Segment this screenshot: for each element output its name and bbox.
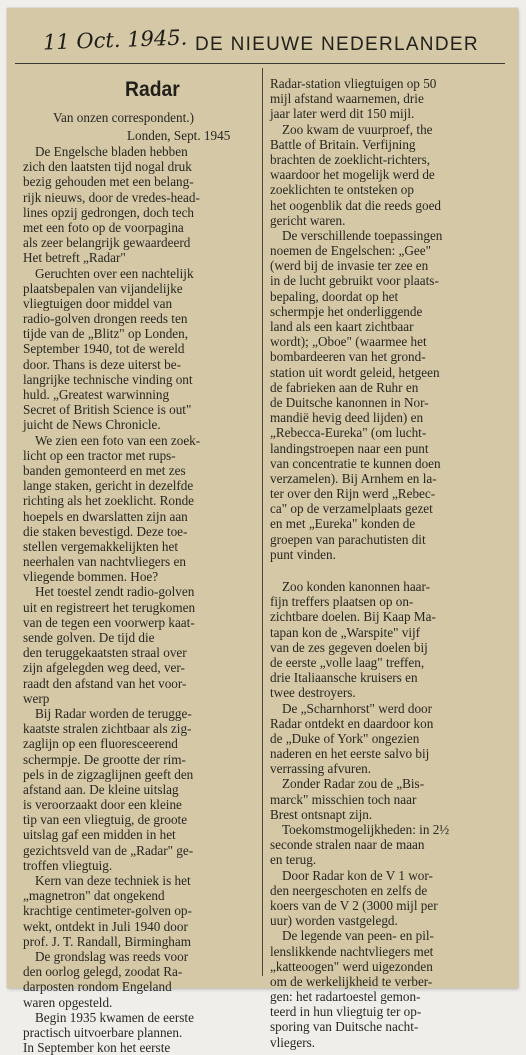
text-line: twee destroyers. — [270, 685, 356, 701]
text-line: practisch uitvoerbare plannen. — [23, 1024, 183, 1040]
text-line: Door Radar kon de V 1 wor- — [282, 867, 433, 883]
text-line: koers van de V 2 (3000 mijl per — [270, 897, 438, 913]
text-line: plaatsbepalen van vijandelijke — [23, 280, 183, 296]
text-line: vliegers. — [270, 1034, 316, 1050]
text-line: waren opgesteld. — [23, 994, 113, 1010]
column-divider — [262, 68, 263, 976]
text-line: waardoor het mogelijk werd de — [270, 167, 435, 183]
text-line: zaglijn op een fluoresceerend — [23, 736, 178, 752]
text-line: brachten de zoeklicht-richters, — [270, 151, 431, 167]
text-line: sporing van Duitsche nacht- — [270, 1019, 419, 1035]
text-line: De verschillende toepassingen — [282, 227, 443, 243]
text-line: wekt, ontdekt in Juli 1940 door — [23, 918, 188, 934]
text-line: zijn afgelegden weg deed, ver- — [23, 660, 185, 676]
text-line: seconde stralen naar de maan — [270, 837, 425, 853]
text-line: troffen vliegtuig. — [23, 857, 113, 873]
text-line: darposten rondom Engeland — [23, 979, 172, 995]
text-line: banden gemonteerd en met zes — [23, 462, 186, 478]
text-line: teerd in hun vliegtuig ter op- — [270, 1004, 422, 1020]
text-line: bepaling, doordat op het — [270, 288, 399, 304]
text-line: jaar later werd dit 150 mijl. — [270, 106, 415, 122]
text-line: wordt); „Oboe" (waarmee het — [270, 334, 427, 350]
text-line: afstand aan. De kleine uitslag — [23, 781, 179, 797]
text-line: drie Italiaansche kruisers en — [270, 670, 418, 686]
text-line: sende golven. De tijd die — [23, 630, 155, 645]
text-line: richting als het zoeklicht. Ronde — [23, 493, 195, 509]
text-line: bombardeeren van het grond- — [270, 349, 426, 365]
text-line: het oogenblik dat die reeds goed — [270, 197, 442, 213]
text-line: noemen de Engelschen: „Gee" — [270, 243, 431, 259]
text-line: groepen van parachutisten dit — [270, 531, 426, 547]
text-line: vliegende bommen. Hoe? — [23, 569, 159, 585]
text-line: zichtbare doelen. Bij Kaap Ma- — [270, 609, 436, 625]
text-line: schermpje. De grootte der rim- — [23, 751, 186, 767]
text-line: lines opzij gedrongen, doch tech — [23, 204, 195, 220]
text-line: De legende van peen- en pil- — [282, 928, 434, 944]
text-line: In September kon het eerste — [23, 1040, 171, 1055]
text-line: punt vinden. — [270, 546, 336, 562]
text-line: prof. J. T. Randall, Birmingham — [23, 933, 191, 949]
text-line: van concentratie te kunnen doen — [270, 455, 441, 471]
right-column — [270, 76, 510, 1050]
text-line: van de tegen een voorwerp kaat- — [23, 614, 195, 630]
text-line: mijl afstand waarnemen, drie — [270, 91, 424, 107]
dateline: Londen, Sept. 1945 — [127, 128, 231, 143]
text-line: werp — [23, 690, 50, 706]
text-line: verrassing afvuren. — [270, 761, 372, 777]
text-line: gericht waren. — [270, 212, 346, 228]
text-line: station uit wordt geleid, hetgeen — [270, 364, 440, 380]
text-line: radio-golven drongen reeds ten — [23, 311, 188, 327]
text-line: Zoo konden kanonnen haar- — [282, 579, 431, 594]
text-line: lenslikkende nachtvliegers met — [270, 943, 434, 959]
text-line: de Duitsche kanonnen in Nor- — [270, 394, 429, 410]
text-line: uitslag gaf een midden in het — [23, 827, 176, 843]
text-line: de „Duke of York" ongezien — [270, 730, 420, 746]
text-line: ca" op de verzamelplaats gezet — [270, 501, 433, 517]
text-line: gezichtsveld van de „Radar" ge- — [23, 842, 194, 858]
text-line: marck" misschien toch naar — [270, 791, 417, 807]
text-line: land als een kaart zichtbaar — [270, 319, 414, 334]
masthead — [7, 8, 518, 58]
text-line: in de lucht gebruikt voor plaats- — [270, 273, 439, 289]
text-line: Het betreft „Radar" — [23, 250, 126, 266]
text-line: die staken bevestigd. Deze toe- — [23, 523, 188, 539]
text-line: licht op een tractor met rups- — [23, 447, 176, 463]
text-line: zoeklichten te ontsteken op — [270, 182, 414, 198]
text-line: tapan kon de „Warspite" vijf — [270, 624, 421, 640]
text-line: Begin 1935 kwamen de eerste — [35, 1009, 194, 1025]
text-line: September 1940, tot de wereld — [23, 341, 185, 357]
text-line: gen: het radartoestel gemon- — [270, 989, 421, 1005]
text-line: De „Scharnhorst" werd door — [282, 700, 433, 716]
text-line: om de werkelijkheid te verber- — [270, 973, 433, 989]
text-line: De Engelsche bladen hebben — [35, 144, 188, 159]
text-line: vliegtuigen door middel van — [23, 295, 173, 311]
text-line: is veroorzaakt door een kleine — [23, 797, 182, 813]
text-line: hoepels en dwarslatten zijn aan — [23, 508, 188, 524]
byline: Van onzen correspondent.) — [53, 110, 194, 125]
text-line: lange staken, gericht in dezelfde — [23, 478, 194, 494]
text-line: van de zes gegeven doelen bij — [270, 639, 428, 655]
text-line: den oorlog gelegd, zoodat Ra- — [23, 964, 183, 980]
text-line: door. Thans is deze uiterst be- — [23, 356, 181, 372]
text-line: de fabrieken aan de Ruhr en — [270, 379, 419, 395]
text-line: Zoo kwam de vuurproef, the — [282, 121, 433, 137]
text-line: Secret of British Science is out" — [23, 402, 192, 418]
text-line: den neergeschoten en zelfs de — [270, 882, 428, 898]
text-line: Geruchten over een nachtelijk — [35, 265, 194, 281]
text-line: pels in de zigzaglijnen geeft den — [23, 766, 194, 782]
text-line: zich den laatsten tijd nogal druk — [23, 159, 192, 175]
text-line: Brest ontsnapt zijn. — [270, 806, 373, 822]
text-line: mandië hevig deed lijden) en — [270, 410, 424, 426]
text-line: en terug. — [270, 852, 317, 868]
text-line: landingstroepen naar een punt — [270, 440, 429, 456]
text-line: als zeer belangrijk gewaardeerd — [23, 235, 191, 251]
text-line: den teruggekaatsten straal over — [23, 645, 187, 661]
text-line: „magnetron" dat ongekend — [23, 888, 165, 904]
text-line: (werd bij de invasie ter zee en — [270, 258, 429, 274]
text-line: de eerste „volle laag" treffen, — [270, 654, 425, 670]
text-line: De grondslag was reeds voor — [35, 948, 189, 964]
text-line: en met „Eureka" konden de — [270, 516, 416, 532]
text-line: Het toestel zendt radio-golven — [35, 584, 195, 600]
text-line: bezig gehouden met een belang- — [23, 174, 194, 190]
newspaper-clipping — [7, 8, 518, 1055]
text-line: tip van een vliegtuig, de groote — [23, 812, 188, 828]
text-line: „katteoogen" werd uigezonden — [270, 958, 433, 974]
text-line: naderen en het eerste salvo bij — [270, 746, 430, 762]
text-line: tijde van de „Blitz" op Londen, — [23, 326, 189, 342]
text-line: Bij Radar worden de terugge- — [35, 705, 192, 721]
text-line: neerhalen van nachtvliegers en — [23, 554, 186, 570]
text-line: Radar ontdekt en daardoor kon — [270, 715, 434, 731]
text-line: kaatste stralen zichtbaar als zig- — [23, 721, 192, 737]
header-rule — [15, 63, 505, 64]
text-line: verzamelen). Bij Arnhem en la- — [270, 470, 437, 486]
text-line: krachtige centimeter-golven op- — [23, 903, 192, 919]
article-title: Radar — [125, 78, 180, 101]
text-line: huld. „Greatest warwinning — [23, 387, 170, 402]
text-line: rijk nieuws, door de vredes-head- — [23, 189, 200, 205]
text-line: juicht de News Chronicle. — [23, 417, 161, 433]
text-line: met een foto op de voorpagina — [23, 219, 184, 235]
text-line: schermpje het onderliggende — [270, 303, 423, 319]
text-line: Toekomstmogelijkheden: in 2½ — [282, 822, 450, 837]
newspaper-name: DE NIEUWE NEDERLANDER — [195, 34, 479, 55]
text-line: langrijke technische vinding ont — [23, 371, 193, 387]
left-column — [23, 144, 259, 1055]
text-line: „Rebecca-Eureka" (om lucht- — [270, 425, 427, 441]
text-line: stellen vergemakkelijkten het — [23, 538, 179, 554]
text-line: We zien een foto van een zoek- — [35, 432, 201, 448]
text-line: Kern van deze techniek is het — [35, 873, 191, 888]
handwritten-date: 11 Oct. 1945. — [42, 25, 188, 55]
paragraph-gap — [270, 562, 510, 579]
text-line: ter over den Rijn werd „Rebec- — [270, 486, 436, 502]
text-line: Radar-station vliegtuigen op 50 — [270, 76, 437, 91]
text-line: fijn treffers plaatsen op on- — [270, 594, 414, 610]
text-line: uit en registreert het terugkomen — [23, 599, 196, 615]
text-line: Battle of Britain. Verfijning — [270, 136, 416, 152]
text-line: raadt den afstand van het voor- — [23, 675, 187, 691]
text-line: uur) worden vastgelegd. — [270, 913, 398, 929]
text-line: Zonder Radar zou de „Bis- — [282, 776, 425, 792]
